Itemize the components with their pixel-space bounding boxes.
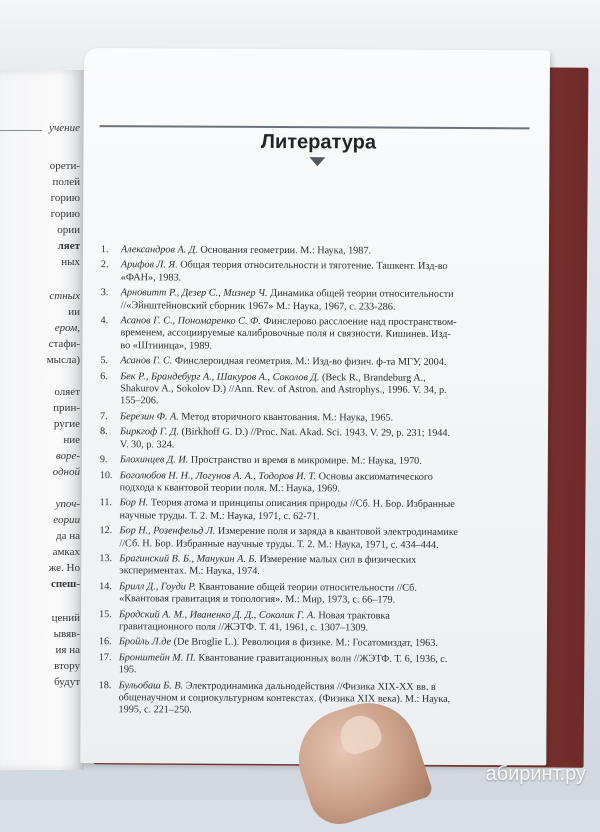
reference-number: 11. xyxy=(99,497,113,509)
reference-item xyxy=(100,411,460,425)
reference-author: Березин Ф. А. xyxy=(120,411,179,423)
reference-item xyxy=(100,371,460,410)
reference-author: Боголюбов Н. Н., Логунов А. А., Тодоров И. Т. xyxy=(119,469,317,482)
reference-number: 4. xyxy=(100,315,109,327)
reference-item xyxy=(99,609,459,636)
reference-number: 6. xyxy=(100,370,108,382)
reference-author: Арифов Л. Я. xyxy=(120,259,178,271)
left-page-line: ляет xyxy=(57,240,80,252)
reference-item xyxy=(100,470,460,497)
left-page-line: оляет xyxy=(54,386,80,398)
left-page xyxy=(0,70,84,770)
reference-text: Новая трактовка гравитационного поля //ЖЭТФ. Т. 41, 1961, с. 1307–1309. xyxy=(118,609,390,634)
reference-item xyxy=(100,426,460,453)
reference-number: 5. xyxy=(100,355,109,367)
left-page-line: ных xyxy=(61,256,80,268)
reference-author: Бронштейн М. П. xyxy=(118,651,196,664)
reference-text: Метод вторичного квантования. М.: Наука, 1965. xyxy=(178,411,394,424)
reference-author: Бор Н., Розенфельд Л. xyxy=(119,525,216,537)
reference-number: 12. xyxy=(99,525,113,537)
reference-text: Измерение малых сил в физических экспериментах. М.: Наука, 1974. xyxy=(119,553,417,578)
reference-item xyxy=(99,636,459,650)
reference-author: Блохинцев Д. И. xyxy=(119,454,189,466)
reference-number: 14. xyxy=(99,580,112,592)
left-page-line: ругие xyxy=(53,418,80,430)
left-page-line: ером, xyxy=(54,322,80,334)
reference-author: Бор Н. xyxy=(119,497,149,509)
reference-item xyxy=(99,581,459,608)
reference-number: 8. xyxy=(99,426,108,438)
reference-item xyxy=(99,525,459,552)
reference-text: Квантование общей теории относительности //Сб. «Квантовая гравитация и топология». М.: Мир, 1973, с. 66–179. xyxy=(119,581,417,606)
reference-item xyxy=(98,680,458,719)
left-page-line: стных xyxy=(49,290,80,302)
reference-item xyxy=(100,315,460,354)
reference-text: Основы аксиоматического подхода к квантовой теории поля. М.: Наука, 1969. xyxy=(119,470,433,495)
left-page-line: мысла) xyxy=(46,354,80,366)
reference-number: 7. xyxy=(100,410,108,423)
reference-author: Александров А. Д. xyxy=(120,244,198,256)
reference-text: Измерение поля и заряда в квантовой электродинамике //Сб. Н. Бор. Избранные научные труды. Т. 2. М.: Наука, 1971, с. 434–444. xyxy=(119,525,458,551)
reference-author: Асанов Г. С. xyxy=(120,355,173,367)
reference-item xyxy=(100,355,460,369)
reference-number: 13. xyxy=(99,553,113,565)
reference-author: Брилл Д., Гоуди Р. xyxy=(119,580,197,593)
reference-number: 15. xyxy=(99,608,112,620)
reference-item xyxy=(101,259,461,286)
triangle-marker-icon xyxy=(309,157,325,166)
left-page-line: ворe- xyxy=(55,450,80,462)
reference-text: Квантование гравитационных волн //ЖЭТФ. Т. 6, 1936, с. 195. xyxy=(118,652,448,676)
left-page-line: ия на xyxy=(55,644,80,656)
reference-item xyxy=(100,497,460,524)
left-page-line: горию xyxy=(50,192,80,204)
left-page-line: да на xyxy=(56,530,80,542)
reference-number: 16. xyxy=(98,636,112,648)
reference-text: Динамика общей теории относительности //«Эйнштейновский сборник 1967» М.: Наука, 1967, с. 233-286. xyxy=(120,288,454,313)
reference-author: Бульобаш Б. В. xyxy=(118,679,184,692)
left-page-line: прин- xyxy=(53,402,80,414)
left-page-line: цений xyxy=(51,612,80,624)
reference-text: Общая теория относительности и тяготение. Ташкент. Изд-во «ФАН», 1983. xyxy=(120,259,448,284)
reference-number: 3. xyxy=(100,287,109,299)
reference-text: Пространство и время в микромире. М.: Наука, 1970. xyxy=(188,454,422,467)
left-page-line: горию xyxy=(50,208,80,220)
left-page-line: амках xyxy=(52,546,80,558)
left-page-line: одной xyxy=(52,466,80,478)
reference-number: 1. xyxy=(100,244,109,256)
left-page-line: спеш- xyxy=(50,578,80,590)
reference-item xyxy=(99,652,459,679)
left-page-line: ии xyxy=(68,306,80,318)
reference-author: Бройль Л.де xyxy=(118,636,172,648)
left-page-line: ывяв- xyxy=(53,628,80,640)
left-page-line: же. Но xyxy=(48,562,80,574)
left-page-line: стафи- xyxy=(48,338,80,350)
left-page-line: ние xyxy=(63,434,80,446)
reference-author: Биркгоф Г. Д. xyxy=(119,426,179,438)
reference-author: Бек Р., Брандебург А., Шакуров А., Соколов Д. xyxy=(120,370,320,383)
left-page-line: будут xyxy=(54,676,80,688)
reference-author: Бродский А. М., Иваненко Д. Д., Соколик Г. А. xyxy=(119,608,316,621)
reference-text: (Birkhoff G. D.) //Proc. Nat. Akad. Sci. 1943. V. 29, p. 231; 1944. V. 30, p. 324. xyxy=(119,426,451,451)
reference-author: Асанов Г. С., Пономаренко С. Ф. xyxy=(120,315,261,327)
left-page-line: орети- xyxy=(49,160,80,172)
reference-text: Электродинамика дальнодействия //Физика XIX-XX вв. в общенаучном и социокультурном контекстах. (Физика XIX века). М.: Наука, 1995, с. 221–250. xyxy=(118,680,451,716)
reference-number: 2. xyxy=(100,259,109,271)
reference-number: 9. xyxy=(99,454,108,466)
reference-author: Брагинский В. Б., Манукин А. Б. xyxy=(119,553,258,565)
left-page-line: упоч- xyxy=(55,498,80,510)
reference-number: 18. xyxy=(98,679,112,691)
heading-rule xyxy=(100,125,530,129)
reference-text: Финслероидная геометрия. М.: Изд-во физич. ф-та МГУ, 2004. xyxy=(172,355,447,369)
left-page-line: втору xyxy=(54,660,80,672)
reference-item xyxy=(101,244,461,258)
reference-item xyxy=(99,553,459,580)
reference-item xyxy=(100,454,460,468)
reference-number: 17. xyxy=(98,651,112,663)
left-page-line: еории xyxy=(53,514,80,526)
reference-text: Финслерово расслоение над пространством-временем, ассоциируемые калибровочные поля и связности. Кишинев. Изд-во «Штиинца», 1989. xyxy=(120,315,457,352)
reference-author: Арновитт Р., Дезер С., Мизнер Ч. xyxy=(120,287,268,300)
reference-list xyxy=(98,244,460,722)
left-page-line: учение xyxy=(49,122,80,134)
page-title: Литература xyxy=(260,130,377,154)
left-page-line: ории xyxy=(57,224,80,236)
reference-text: (Beck R., Brandeburg A., Shakurov A., Sokolov D.) //Ann. Rev. of Astron. and Astrophys., 1996. V. 34, p. 155–206. xyxy=(120,371,447,407)
right-page xyxy=(80,48,550,765)
reference-text: Основания геометрии. М.: Наука, 1987. xyxy=(197,244,372,257)
watermark-logo: абиринт.ру xyxy=(485,763,586,785)
left-page-line: полей xyxy=(52,176,80,188)
reference-text: (De Broglie L.). Революция в физике. М.: Госатомиздат, 1963. xyxy=(171,636,438,650)
reference-text: Теория атома и принципы описания природы //Сб. Н. Бор. Избранные научные труды. Т. 2. М.: Наука, 1971, с. 62-71. xyxy=(119,497,455,522)
reference-item xyxy=(101,287,461,314)
reference-number: 10. xyxy=(99,469,113,481)
